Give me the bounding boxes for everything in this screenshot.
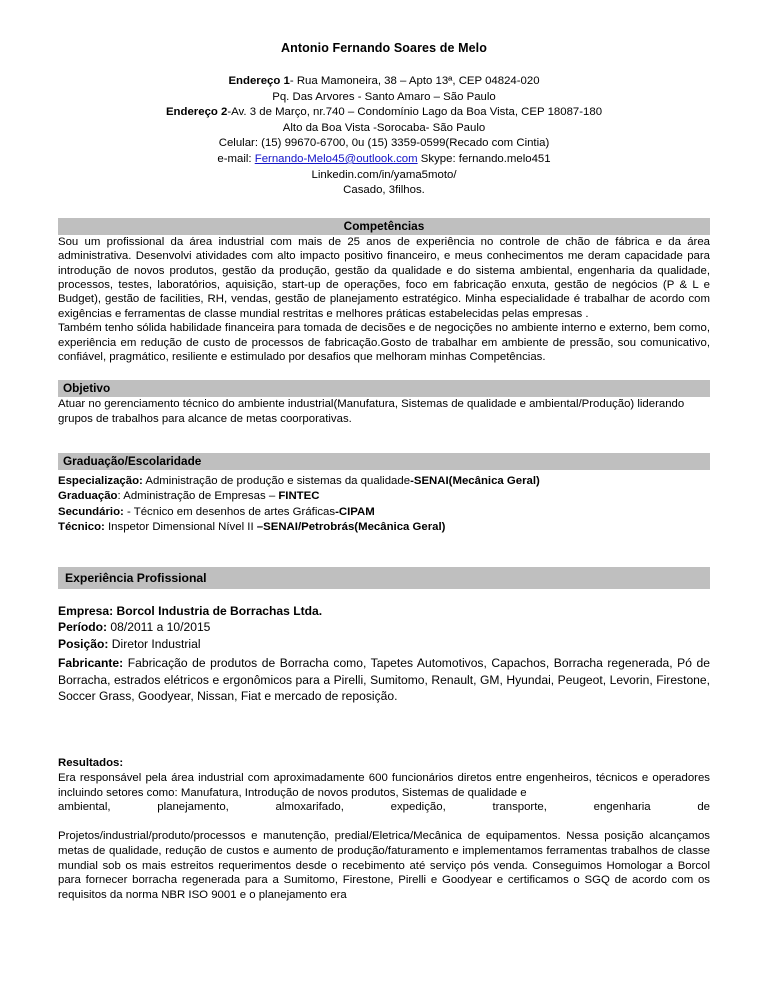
page-title: Antonio Fernando Soares de Melo [281, 41, 487, 55]
section-header-graduacao: Graduação/Escolaridade [58, 453, 710, 470]
results-text-part-2: Projetos/industrial/produto/processos e manutenção, predial/Eletrica/Mecânica de equipamentos. Nessa posição alcançamos metas de qualidade, redução de custos e aumento de produção/faturamento e implementamos ferramentas trabalhos de classe mundial sob os mais estreitos requerimentos desde o recebimento até serviço pós venda. Conseguimos Homologar a Borcol para fornecer borracha regenerada para a Sumitomo, Firestone, Pirelli e Goodyear e certificamos o SGQ de acordo com os requisitos da norma NBR ISO 9001 e o planejamento era [58, 830, 710, 901]
email-label: e-mail: [217, 152, 255, 165]
job-company [58, 603, 710, 619]
education-key: Graduação [58, 490, 118, 503]
phone-line: Celular: (15) 99670-6700, 0u (15) 3359-0599(Recado com Cintia) [218, 137, 550, 150]
address-2-label: Endereço 2 [165, 106, 228, 119]
email-link[interactable]: Fernando-Melo45@outlook.com [254, 152, 418, 165]
address-1-line-2: Pq. Das Arvores - Santo Amaro – São Paulo [272, 90, 496, 103]
job-position-label: Posição: [58, 636, 109, 651]
contact-block [58, 56, 710, 199]
address-2-line-1 [58, 105, 710, 121]
education-key: Especialização: [58, 475, 143, 488]
email-line [58, 152, 710, 168]
competencias-paragraph-2: Também tenho sólida habilidade financeira para tomada de decisões e de negocições no ambiente interno e externo, bem como, experiência em redução de custo de processos de fabricação.Gosto de trabalhar em ambiente de pressão, sou comunicativo, confiável, pragmático, resiliente e estimulado por desafios que melhoram minhas Competências. [58, 322, 710, 363]
education-item [58, 505, 710, 520]
job-manufacturing-label: Fabricante: [58, 656, 124, 671]
job-period-value: 08/2011 a 10/2015 [107, 620, 211, 635]
job-position [58, 636, 710, 652]
address-2-value: -Av. 3 de Março, nr.740 – Condomínio Lago da Boa Vista, CEP 18087-180 [227, 106, 603, 119]
skype-value: Skype: fernando.melo451 [417, 152, 551, 165]
job-period-label: Período: [58, 620, 108, 635]
objetivo-text: Atuar no gerenciamento técnico do ambiente industrial(Manufatura, Sistemas de qualidade e ambiental/Produção) liderando grupos de trabalhos para alcance de metas coorporativas. [58, 398, 685, 425]
results-title: Resultados: [58, 757, 124, 770]
education-org: –SENAI/Petrobrás(Mecânica Geral) [256, 520, 446, 533]
results-text-stretched: ambiental, planejamento, almoxarifado, expedição, transporte, engenharia de [58, 801, 710, 814]
address-1-label: Endereço 1 [228, 75, 290, 87]
results-body [58, 771, 710, 902]
education-value: : Administração de Empresas – [117, 490, 279, 503]
education-item [58, 489, 710, 504]
marital-status-line: Casado, 3filhos. [343, 184, 425, 197]
education-org: -SENAI(Mecânica Geral) [410, 475, 540, 488]
education-value: Inspetor Dimensional Nível II [104, 520, 257, 533]
job-manufacturing-text: Fabricação de produtos de Borracha como, Tapetes Automotivos, Capachos, Borracha regenerada, Pó de Borracha, estrados elétricos e ergonômicos para a Pirelli, Sumitomo, Renault, GM, Hyundai, Peugeot, Levorin, Firestone, Soccer Grass, Goodyear, Nissan, Fiat e mercado de reposição. [58, 656, 710, 704]
job-manufacturing-description [58, 655, 710, 704]
results-text-part-1: Era responsável pela área industrial com aproximadamente 600 funcionários diretos entre engenheiros, técnicos e operadores incluindo setores como: Manufatura, Introdução de novos produtos, Sistemas de qualidade e [58, 772, 710, 799]
section-header-competencias: Competências [58, 218, 710, 235]
education-value: Administração de produção e sistemas da qualidade [142, 475, 411, 488]
education-org: FINTEC [278, 490, 320, 503]
section-header-objetivo: Objetivo [58, 380, 710, 397]
section-header-experiencia: Experiência Profissional [58, 567, 710, 589]
address-1-value: - Rua Mamoneira, 38 – Apto 13ª, CEP 04824-020 [289, 75, 540, 87]
job-period [58, 619, 710, 635]
education-item [58, 520, 710, 535]
education-value: - Técnico em desenhos de artes Gráficas [123, 505, 336, 518]
education-key: Técnico: [58, 520, 105, 533]
address-1-line-1 [58, 74, 710, 90]
address-2-line-2: Alto da Boa Vista -Sorocaba- São Paulo [282, 121, 486, 134]
job-company-label: Empresa: [58, 604, 114, 619]
job-company-value: Borcol Industria de Borrachas Ltda. [113, 604, 323, 619]
education-item [58, 474, 710, 489]
linkedin-line: Linkedin.com/in/yama5moto/ [311, 168, 457, 181]
job-position-value: Diretor Industrial [108, 636, 201, 651]
competencias-paragraph-1: Sou um profissional da área industrial com mais de 25 anos de experiência no controle de chão de fábrica e da área administrativa. Desenvolvi atividades com alto impacto positivo financeiro, e meus conhecimentos me deram capacidade para introdução de novos produtos, gestão da produção, gestão da qualidade e do sistema ambiental, engenharia da qualidade, processos, testes, laboratórios, aquisição, start-up de operações, foco em fabricação enxuta, gestão de negócios (P & L e Budget), gestão de facilities, RH, vendas, gestão de planejamento estratégico. Minha especialidade é trabalhar de acordo com exigências e ferramentas de classe mundial restritas e melhores práticas estabelecidas pelas empresas . [58, 235, 710, 320]
education-org: -CIPAM [335, 505, 375, 518]
education-key: Secundário: [58, 505, 124, 518]
